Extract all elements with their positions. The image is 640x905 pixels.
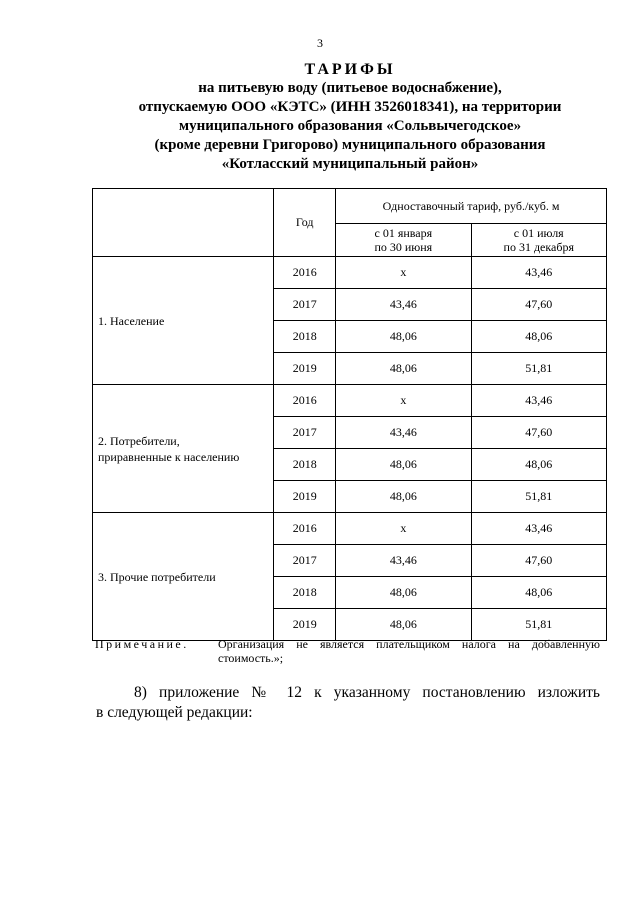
value-cell: х [336, 257, 471, 289]
table-row [93, 513, 607, 545]
title-line: муниципального образования «Сольвычегодское» [178, 118, 522, 134]
header-tariff-group: Одноставочный тариф, руб./куб. м [336, 189, 607, 224]
header-empty-cell [93, 189, 274, 257]
year-cell: 2018 [274, 321, 336, 353]
value-cell: 43,46 [471, 257, 607, 289]
value-cell: х [336, 513, 471, 545]
year-cell: 2019 [274, 481, 336, 513]
table-note [95, 637, 600, 665]
value-cell: 47,60 [471, 417, 607, 449]
note-text: Организация не является плательщиком налога на добавленную стоимость.»; [218, 637, 600, 665]
category-label-line1: 2. Потребители, [98, 433, 180, 448]
category-label [93, 257, 274, 385]
header-period-2-line2: по 31 декабря [503, 240, 574, 254]
value-cell: 51,81 [471, 481, 607, 513]
header-period-1-line1: с 01 января [374, 226, 433, 240]
value-cell: 43,46 [336, 289, 471, 321]
header-period-1 [336, 224, 471, 257]
table-row [93, 257, 607, 289]
category-label [93, 513, 274, 641]
year-cell: 2019 [274, 353, 336, 385]
year-cell: 2016 [274, 513, 336, 545]
page-number: 3 [317, 36, 323, 50]
category-label-line1: 3. Прочие потребители [98, 569, 216, 584]
year-cell: 2019 [274, 609, 336, 641]
value-cell: 43,46 [471, 385, 607, 417]
value-cell: 48,06 [336, 609, 471, 641]
title-line: отпускаемую ООО «КЭТС» (ИНН 3526018341), на территории [138, 99, 562, 115]
value-cell: 47,60 [471, 545, 607, 577]
value-cell: 51,81 [471, 353, 607, 385]
value-cell: 48,06 [336, 321, 471, 353]
tariff-table [92, 188, 607, 641]
value-cell: 51,81 [471, 609, 607, 641]
value-cell: 48,06 [471, 449, 607, 481]
year-cell: 2017 [274, 417, 336, 449]
value-cell: 47,60 [471, 289, 607, 321]
value-cell: 43,46 [336, 417, 471, 449]
value-cell: 48,06 [336, 449, 471, 481]
value-cell: 43,46 [336, 545, 471, 577]
value-cell: х [336, 385, 471, 417]
title-line: (кроме деревни Григорово) муниципального образования [154, 137, 546, 153]
value-cell: 48,06 [336, 481, 471, 513]
table-row [93, 385, 607, 417]
document-title [60, 60, 640, 174]
category-label-line2: приравненные к населению [98, 449, 240, 464]
amendment-paragraph [96, 683, 600, 723]
value-cell: 48,06 [336, 353, 471, 385]
value-cell: 43,46 [471, 513, 607, 545]
title-line: на питьевую воду (питьевое водоснабжение), [198, 80, 502, 96]
title-main: ТАРИФЫ [304, 61, 396, 78]
value-cell: 48,06 [471, 577, 607, 609]
value-cell: 48,06 [336, 577, 471, 609]
header-period-2-line1: с 01 июля [513, 226, 564, 240]
year-cell: 2017 [274, 289, 336, 321]
paragraph-line: 8) приложение № 12 к указанному постановлению изложить [134, 684, 600, 701]
year-cell: 2016 [274, 257, 336, 289]
table-header-row [93, 189, 607, 224]
header-period-1-line2: по 30 июня [374, 240, 433, 254]
paragraph-line: в следующей редакции: [96, 704, 253, 721]
header-period-2 [471, 224, 607, 257]
header-year: Год [274, 189, 336, 257]
title-line: «Котласский муниципальный район» [221, 156, 479, 172]
category-label-line1: 1. Население [98, 313, 165, 328]
year-cell: 2016 [274, 385, 336, 417]
year-cell: 2017 [274, 545, 336, 577]
value-cell: 48,06 [471, 321, 607, 353]
year-cell: 2018 [274, 449, 336, 481]
note-label: Примечание. [95, 637, 189, 651]
category-label [93, 385, 274, 513]
year-cell: 2018 [274, 577, 336, 609]
